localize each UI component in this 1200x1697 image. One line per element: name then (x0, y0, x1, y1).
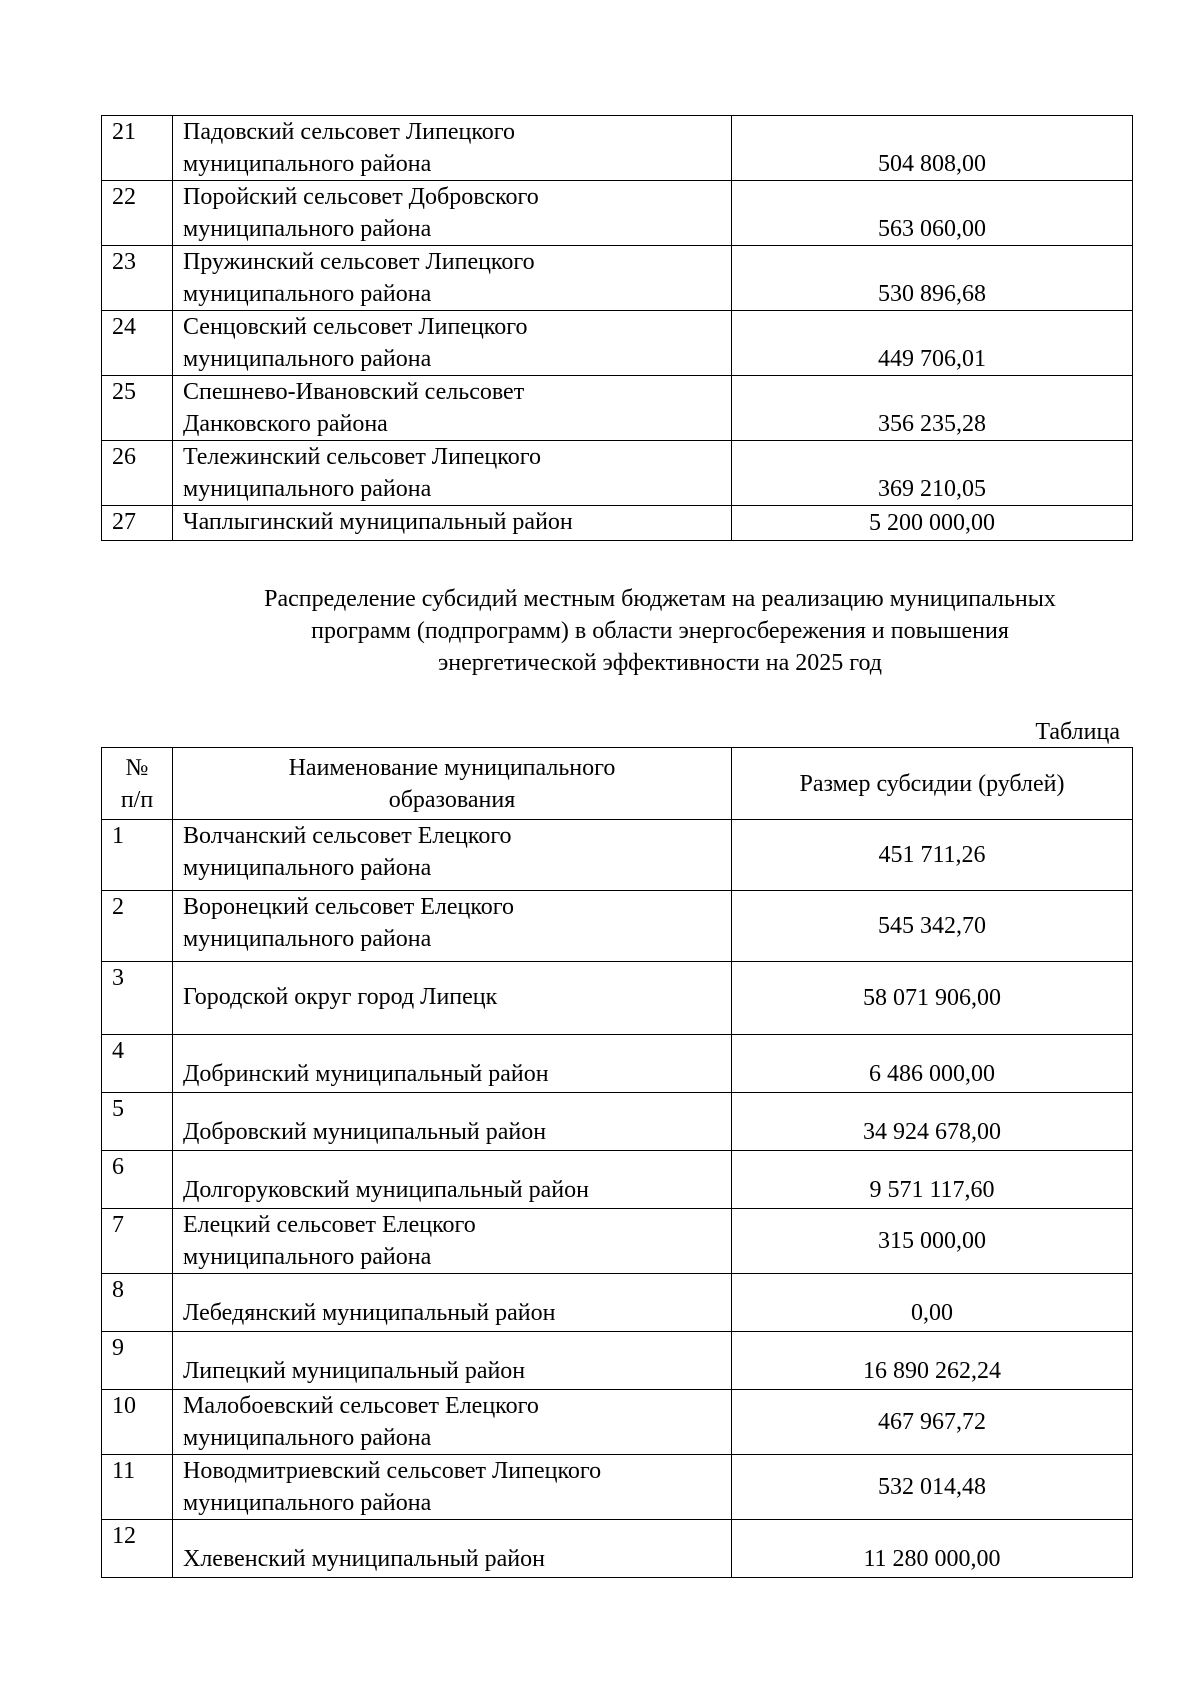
municipality-name: Городской округ город Липецк (173, 962, 732, 1035)
section-heading (160, 583, 1160, 679)
subsidy-amount: 11 280 000,00 (732, 1520, 1133, 1578)
municipality-name: Воронецкий сельсовет Елецкого муниципального района (173, 891, 732, 962)
subsidy-amount: 6 486 000,00 (732, 1035, 1133, 1093)
table-header-row (102, 748, 1133, 820)
table-label: Таблица (1035, 719, 1120, 745)
table-row (102, 1274, 1133, 1332)
subsidy-amount: 369 210,05 (732, 441, 1133, 506)
table-row (102, 311, 1133, 376)
municipality-name: Добринский муниципальный район (173, 1035, 732, 1093)
row-number: 4 (102, 1035, 173, 1093)
table-row (102, 1455, 1133, 1520)
row-number: 2 (102, 891, 173, 962)
row-number: 27 (102, 506, 173, 541)
row-number: 7 (102, 1209, 173, 1274)
row-number: 1 (102, 820, 173, 891)
table-row (102, 116, 1133, 181)
subsidy-amount: 467 967,72 (732, 1390, 1133, 1455)
subsidy-amount: 58 071 906,00 (732, 962, 1133, 1035)
municipality-name: Сенцовский сельсовет Липецкого муниципального района (173, 311, 732, 376)
subsidy-amount: 563 060,00 (732, 181, 1133, 246)
header-amount: Размер субсидии (рублей) (732, 748, 1133, 820)
subsidy-table (101, 747, 1133, 1578)
row-number: 22 (102, 181, 173, 246)
table-row (102, 820, 1133, 891)
subsidy-amount: 530 896,68 (732, 246, 1133, 311)
table-row (102, 1332, 1133, 1390)
heading-line: программ (подпрограмм) в области энергосбережения и повышения (311, 618, 1009, 644)
table-row (102, 441, 1133, 506)
heading-line: энергетической эффективности на 2025 год (437, 650, 883, 676)
subsidy-amount: 449 706,01 (732, 311, 1133, 376)
subsidy-amount: 16 890 262,24 (732, 1332, 1133, 1390)
row-number: 26 (102, 441, 173, 506)
municipality-name: Чаплыгинский муниципальный район (173, 506, 732, 541)
row-number: 25 (102, 376, 173, 441)
row-number: 9 (102, 1332, 173, 1390)
table-row (102, 962, 1133, 1035)
row-number: 23 (102, 246, 173, 311)
heading-line: Распределение субсидий местным бюджетам на реализацию муниципальных (264, 586, 1056, 612)
header-number: № п/п (102, 748, 173, 820)
municipality-name: Елецкий сельсовет Елецкого муниципального района (173, 1209, 732, 1274)
municipality-name: Долгоруковский муниципальный район (173, 1151, 732, 1209)
municipality-name: Лебедянский муниципальный район (173, 1274, 732, 1332)
row-number: 5 (102, 1093, 173, 1151)
municipality-name: Липецкий муниципальный район (173, 1332, 732, 1390)
table-row (102, 1390, 1133, 1455)
row-number: 10 (102, 1390, 173, 1455)
header-name: Наименование муниципального образования (173, 748, 732, 820)
table-row (102, 1209, 1133, 1274)
row-number: 12 (102, 1520, 173, 1578)
table-row (102, 1151, 1133, 1209)
subsidy-amount: 315 000,00 (732, 1209, 1133, 1274)
municipality-name: Поройский сельсовет Добровского муниципального района (173, 181, 732, 246)
municipality-name: Падовский сельсовет Липецкого муниципального района (173, 116, 732, 181)
subsidy-amount: 356 235,28 (732, 376, 1133, 441)
table-row (102, 506, 1133, 541)
table-row (102, 891, 1133, 962)
table-row (102, 1520, 1133, 1578)
subsidy-amount: 9 571 117,60 (732, 1151, 1133, 1209)
row-number: 11 (102, 1455, 173, 1520)
municipality-name: Пружинский сельсовет Липецкого муниципального района (173, 246, 732, 311)
continuation-table (101, 115, 1133, 541)
table-row (102, 1035, 1133, 1093)
row-number: 6 (102, 1151, 173, 1209)
municipality-name: Тележинский сельсовет Липецкого муниципального района (173, 441, 732, 506)
municipality-name: Малобоевский сельсовет Елецкого муниципального района (173, 1390, 732, 1455)
table-row (102, 246, 1133, 311)
table-row (102, 1093, 1133, 1151)
subsidy-amount: 545 342,70 (732, 891, 1133, 962)
subsidy-amount: 451 711,26 (732, 820, 1133, 891)
municipality-name: Хлевенский муниципальный район (173, 1520, 732, 1578)
municipality-name: Новодмитриевский сельсовет Липецкого муниципального района (173, 1455, 732, 1520)
table-row (102, 181, 1133, 246)
subsidy-amount: 34 924 678,00 (732, 1093, 1133, 1151)
subsidy-amount: 504 808,00 (732, 116, 1133, 181)
row-number: 24 (102, 311, 173, 376)
row-number: 3 (102, 962, 173, 1035)
subsidy-amount: 5 200 000,00 (732, 506, 1133, 541)
subsidy-amount: 0,00 (732, 1274, 1133, 1332)
row-number: 21 (102, 116, 173, 181)
subsidy-amount: 532 014,48 (732, 1455, 1133, 1520)
municipality-name: Спешнево-Ивановский сельсовет Данковского района (173, 376, 732, 441)
municipality-name: Добровский муниципальный район (173, 1093, 732, 1151)
municipality-name: Волчанский сельсовет Елецкого муниципального района (173, 820, 732, 891)
table-row (102, 376, 1133, 441)
row-number: 8 (102, 1274, 173, 1332)
